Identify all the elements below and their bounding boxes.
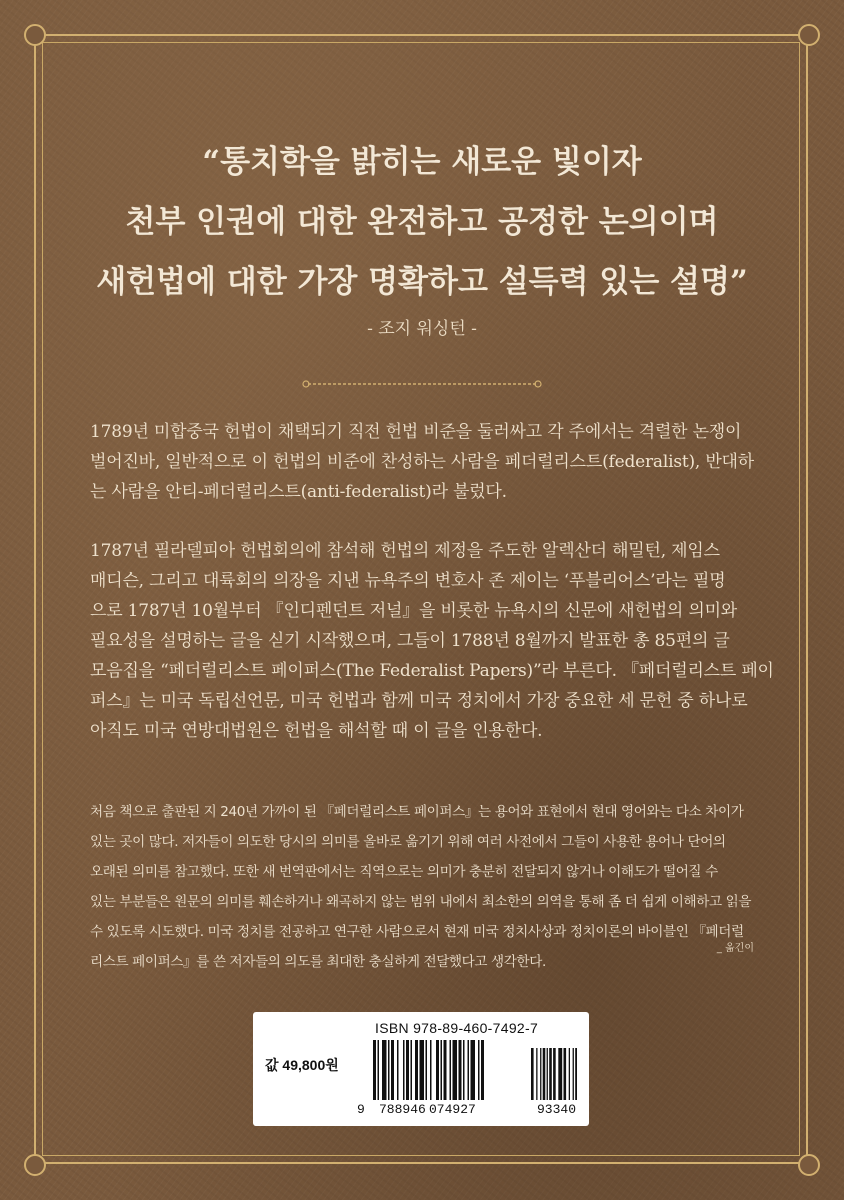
origin-paragraph	[90, 536, 774, 746]
quote-line: 새헌법에 대한 가장 명확하고 설득력 있는 설명”	[96, 264, 748, 300]
paragraph-line: 처음 책으로 출판된 지 240년 가까이 된 『페더럴리스트 페이퍼스』는 용어와 표현에서 현대 영어와는 다소 차이가	[90, 804, 744, 820]
corner-ornament-icon	[24, 24, 46, 46]
quote-attribution: - 조지 워싱턴 -	[367, 319, 477, 339]
translator-note	[90, 797, 754, 977]
paragraph-line: 있는 부분들은 원문의 의미를 훼손하거나 왜곡하지 않는 범위 내에서 최소한의 의역을 통해 좀 더 쉽게 이해하고 읽을	[90, 894, 752, 910]
paragraph-line: 아직도 미국 연방대법원은 헌법을 해석할 때 이 글을 인용한다.	[90, 721, 543, 741]
paragraph-line: 리스트 페이퍼스』를 쓴 저자들의 의도를 최대한 충실하게 전달했다고 생각한다.	[90, 954, 546, 970]
quote-block	[60, 132, 784, 312]
corner-ornament-icon	[798, 1154, 820, 1176]
barcode-digit-group: 074927	[429, 1102, 476, 1117]
quote-line: “통치학을 밝히는 새로운 빛이자	[202, 144, 642, 180]
ornamental-divider-icon	[302, 377, 542, 391]
barcode-label	[253, 1012, 589, 1126]
paragraph-line: 필요성을 설명하는 글을 싣기 시작했으며, 그들이 1788년 8월까지 발표한 총 85편의 글	[90, 631, 730, 651]
paragraph-line: 수 있도록 시도했다. 미국 정치를 전공하고 연구한 사람으로서 현재 미국 정치사상과 정치이론의 바이블인 『페더럴	[90, 924, 744, 940]
paragraph-line: 퍼스』는 미국 독립선언문, 미국 헌법과 함께 미국 정치에서 가장 중요한 세 문헌 중 하나로	[90, 691, 748, 711]
price-text: 값 49,800원	[265, 1057, 339, 1073]
paragraph-line: 으로 1787년 10월부터 『인디펜던트 저널』을 비롯한 뉴욕시의 신문에 새헌법의 의미와	[90, 601, 738, 621]
paragraph-line: 있는 곳이 많다. 저자들이 의도한 당시의 의미를 올바로 옮기기 위해 여러 사전에서 그들이 사용한 용어나 단어의	[90, 834, 726, 850]
corner-ornament-icon	[798, 24, 820, 46]
barcode-icon	[373, 1040, 577, 1100]
isbn-text: ISBN 978-89-460-7492-7	[375, 1020, 539, 1036]
corner-ornament-icon	[24, 1154, 46, 1176]
paragraph-line: 오래된 의미를 참고했다. 또한 새 번역판에서는 직역으로는 의미가 충분히 전달되지 않거나 이해도가 떨어질 수	[90, 864, 718, 880]
barcode-digit-group: 788946	[379, 1102, 426, 1117]
paragraph-line: 모음집을 “페더럴리스트 페이퍼스(The Federalist Papers)”라 부른다. 『페더럴리스트 페이	[90, 661, 774, 681]
paragraph-line: 매디슨, 그리고 대륙회의 의장을 지낸 뉴욕주의 변호사 존 제이는 ‘푸블리어스’라는 필명	[90, 571, 726, 591]
history-paragraph	[90, 417, 754, 507]
quote-line: 천부 인권에 대한 완전하고 공정한 논의이며	[125, 204, 719, 240]
paragraph-line: 1789년 미합중국 헌법이 채택되기 직전 헌법 비준을 둘러싸고 각 주에서는 격렬한 논쟁이	[90, 422, 742, 442]
paragraph-line: 1787년 필라델피아 헌법회의에 참석해 헌법의 제정을 주도한 알렉산더 해밀턴, 제임스	[90, 541, 720, 561]
barcode-addon-digits: 93340	[537, 1102, 577, 1117]
paragraph-line: 는 사람을 안티-페더럴리스트(anti-federalist)라 불렀다.	[90, 482, 507, 502]
paragraph-line: 벌어진바, 일반적으로 이 헌법의 비준에 찬성하는 사람을 페더럴리스트(federalist), 반대하	[90, 452, 754, 472]
barcode-digit-first: 9	[357, 1102, 365, 1117]
translator-signature: _ 옮긴이	[716, 943, 754, 954]
